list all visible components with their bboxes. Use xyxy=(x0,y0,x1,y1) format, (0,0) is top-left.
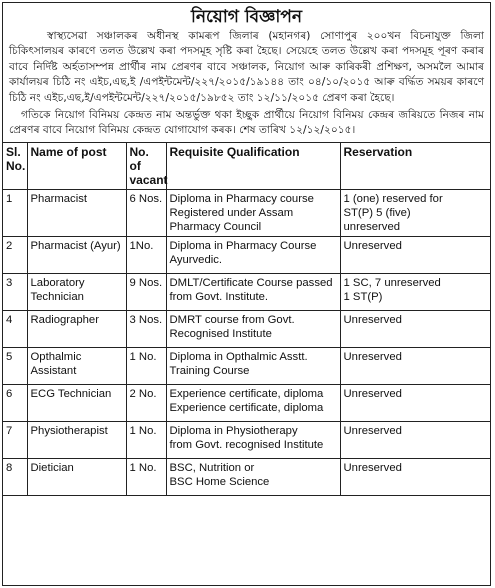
row-qualification-line: Diploma in Physiotherapy xyxy=(169,424,298,437)
row-qualification xyxy=(166,384,340,421)
row-qualification-line: BSC, Nutrition or xyxy=(169,461,255,474)
row-vacant-count: 1 No. xyxy=(126,458,166,495)
row-sl-no: 4 xyxy=(3,310,27,347)
notice-paragraph-2: গতিকে নিয়োগ বিনিময় কেন্দ্ৰত নাম অন্তৰ্ভুক্ত থকা ইচ্ছুক প্ৰাৰ্থীয়ে নিয়োগ বিনিময় কেন্দ্ৰৰ জৰিয়তে নিজৰ নাম প্ৰেৰণৰ বাবে নিয়োগ বিনিময় কেন্দ্ৰত যোগাযোগ কৰক। শেষ তাৰিখ ১২/১২/২০১৫। xyxy=(9,109,484,137)
row-sl-no: 1 xyxy=(3,189,27,236)
row-qualification-line: DMLT/Certificate Course passed xyxy=(169,276,333,289)
row-reservation-line: 1 SC, 7 unreserved xyxy=(343,276,441,289)
row-reservation-line: unreserved xyxy=(343,220,401,233)
row-reservation-line: Unreserved xyxy=(343,461,402,474)
row-qualification xyxy=(166,189,340,236)
row-vacant-count: 6 Nos. xyxy=(126,189,166,236)
table-row xyxy=(3,458,490,495)
row-sl-no: 3 xyxy=(3,273,27,310)
row-qualification-line: Pharmacy Council xyxy=(169,220,262,233)
table-row xyxy=(3,347,490,384)
row-sl-no: 2 xyxy=(3,236,27,273)
row-sl-no: 6 xyxy=(3,384,27,421)
row-qualification-line: from Govt. Institute. xyxy=(169,290,269,303)
row-qualification xyxy=(166,458,340,495)
row-vacant-count: 3 Nos. xyxy=(126,310,166,347)
row-reservation-line: Unreserved xyxy=(343,387,402,400)
row-reservation-line: Unreserved xyxy=(343,313,402,326)
notice-title: নিয়োগ বিজ্ঞাপন xyxy=(190,7,303,27)
row-qualification-line: Experience certificate, diploma xyxy=(169,387,324,400)
row-qualification xyxy=(166,347,340,384)
notice-paragraph-1: স্বাস্থ্যসেৱা সঞ্চালকৰ অধীনস্থ কামৰূপ জিলাৰ (মহানগৰ) সোণাপুৰ ২০০খন বিচনাযুক্ত জিলা চিকিৎসালয়ৰ কাৰণে তলত উল্লেখ কৰা পদসমূহ সৃষ্টি কৰা হৈছে। সেয়েহে তলত উল্লেখ কৰা পদসমূহ পূৰণ কৰাৰ বাবে নিৰ্দিষ্ট অৰ্হতাসম্পন্ন প্ৰাৰ্থীৰ নাম প্ৰেৰণৰ বাবে সঞ্চালক, নিয়োগ আৰু কাৰিকৰী প্ৰশিক্ষণ, অসমলৈ আমাৰ কাৰ্যালয়ৰ চিঠি নং এইচ,এছ,ই /এপইন্টমেন্ট/২২৭/২০১৫/১৯১৪৪ তাং ০৪/১০/২০১৫ আৰু বৰ্দ্ধিত সময়ৰ কাৰণে চিঠি নং এইচ,এছ,ই/এপইন্টমেন্ট/২২৭/২০১৫/১৯৮৫২ তাং ১২/১১/২০১৫ প্ৰেৰণ কৰা হৈছে। xyxy=(9,30,484,104)
row-vacant-count: 1 No. xyxy=(126,347,166,384)
row-qualification-line: Experience certificate, diploma xyxy=(169,401,324,414)
row-vacant-count: 1No. xyxy=(126,236,166,273)
table-row xyxy=(3,421,490,458)
row-reservation xyxy=(340,384,490,421)
row-post-name: Physiotherapist xyxy=(27,421,126,458)
table-body xyxy=(3,189,490,495)
row-reservation-line: ST(P) 5 (five) xyxy=(343,206,411,219)
row-qualification xyxy=(166,310,340,347)
table-row xyxy=(3,310,490,347)
row-reservation-line: Unreserved xyxy=(343,239,402,252)
row-reservation xyxy=(340,310,490,347)
row-reservation-line: Unreserved xyxy=(343,424,402,437)
row-post-name: Pharmacist (Ayur) xyxy=(27,236,126,273)
table-row xyxy=(3,273,490,310)
header-vacant: No. of vacant xyxy=(126,142,166,189)
row-vacant-count: 1 No. xyxy=(126,421,166,458)
header-qualification: Requisite Qualification xyxy=(166,142,340,189)
row-reservation-line: 1 (one) reserved for xyxy=(343,192,443,205)
table-row xyxy=(3,384,490,421)
row-post-name: Dietician xyxy=(27,458,126,495)
row-qualification-line: Training Course xyxy=(169,364,250,377)
row-vacant-count: 2 No. xyxy=(126,384,166,421)
row-reservation xyxy=(340,189,490,236)
row-qualification-line: from Govt. recognised Institute xyxy=(169,438,324,451)
row-sl-no: 8 xyxy=(3,458,27,495)
row-reservation xyxy=(340,421,490,458)
row-post-name: ECG Technician xyxy=(27,384,126,421)
row-qualification xyxy=(166,421,340,458)
vacancy-table xyxy=(3,142,490,496)
row-qualification xyxy=(166,273,340,310)
row-post-name: Laboratory Technician xyxy=(27,273,126,310)
row-reservation xyxy=(340,458,490,495)
row-qualification-line: Diploma in Pharmacy Course xyxy=(169,239,317,252)
row-post-name: Opthalmic Assistant xyxy=(27,347,126,384)
row-vacant-count: 9 Nos. xyxy=(126,273,166,310)
row-qualification-line: BSC Home Science xyxy=(169,475,270,488)
row-qualification-line: Diploma in Pharmacy course xyxy=(169,192,314,205)
header-reservation: Reservation xyxy=(340,142,490,189)
table-row xyxy=(3,236,490,273)
row-sl-no: 7 xyxy=(3,421,27,458)
row-reservation xyxy=(340,347,490,384)
row-qualification-line: Diploma in Opthalmic Asstt. xyxy=(169,350,308,363)
table-row xyxy=(3,189,490,236)
header-sl-no: Sl. No. xyxy=(3,142,27,189)
row-sl-no: 5 xyxy=(3,347,27,384)
row-post-name: Radiographer xyxy=(27,310,126,347)
header-post-name: Name of post xyxy=(27,142,126,189)
row-qualification-line: Ayurvedic. xyxy=(169,253,223,266)
row-qualification xyxy=(166,236,340,273)
row-qualification-line: DMRT course from Govt. xyxy=(169,313,295,326)
recruitment-advertisement xyxy=(2,2,491,586)
table-header-row xyxy=(3,142,490,189)
row-reservation xyxy=(340,273,490,310)
row-qualification-line: Registered under Assam xyxy=(169,206,294,219)
row-qualification-line: Recognised Institute xyxy=(169,327,272,340)
row-reservation xyxy=(340,236,490,273)
row-reservation-line: 1 ST(P) xyxy=(343,290,383,303)
row-post-name: Pharmacist xyxy=(27,189,126,236)
row-reservation-line: Unreserved xyxy=(343,350,402,363)
